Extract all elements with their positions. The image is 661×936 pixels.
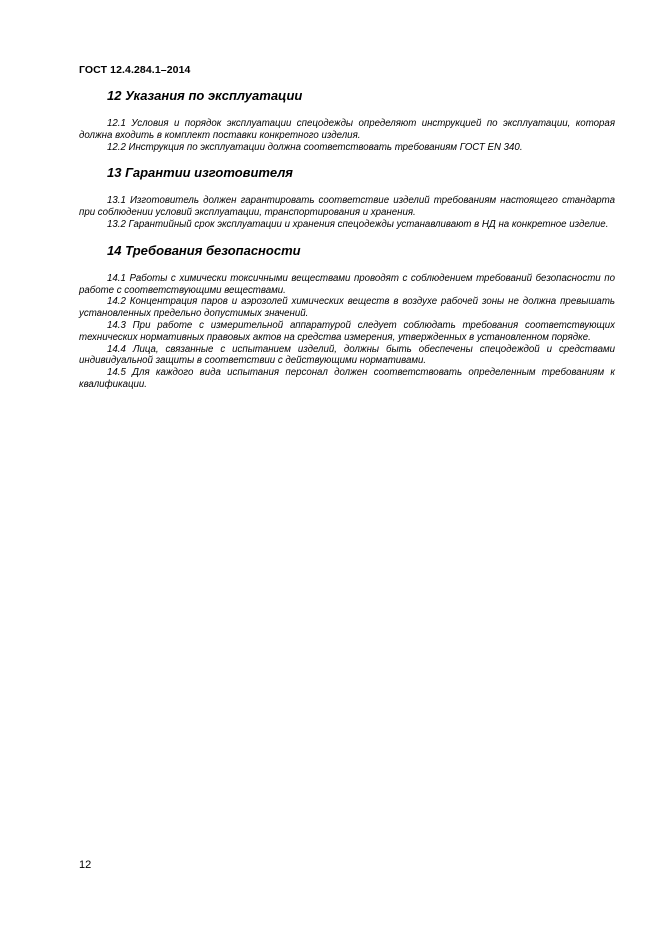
paragraph-14-2: 14.2 Концентрация паров и аэрозолей химических веществ в воздухе рабочей зоны не должна превышать установленных предельно допустимых значений. <box>79 296 615 320</box>
document-code: ГОСТ 12.4.284.1–2014 <box>79 64 191 76</box>
section-title: 14 Требования безопасности <box>107 242 301 258</box>
paragraph-14-3: 14.3 При работе с измерительной аппаратурой следует соблюдать требования соответствующих технических нормативных правовых актов на средства измерения, утвержденных в установленном порядке. <box>79 319 615 343</box>
section-warranty <box>79 165 615 230</box>
paragraph-14-1: 14.1 Работы с химически токсичными веществами проводят с соблюдением требований безопасности по работе с соответствующими веществами. <box>79 272 615 296</box>
page-number: 12 <box>79 859 92 871</box>
paragraph-13-2: 13.2 Гарантийный срок эксплуатации и хранения спецодежды устанавливают в НД на конкретное изделие. <box>107 218 609 230</box>
section-safety <box>79 243 615 391</box>
paragraph-13-1: 13.1 Изготовитель должен гарантировать соответствие изделий требованиям настоящего стандарта при соблюдении условий эксплуатации, транспортирования и хранения. <box>79 195 615 219</box>
section-title: 12 Указания по эксплуатации <box>107 88 303 103</box>
section-title: 13 Гарантии изготовителя <box>107 165 293 181</box>
paragraph-14-4: 14.4 Лица, связанные с испытанием изделий, должны быть обеспечены спецодеждой и средствами индивидуальной защиты в соответствии с действующими нормативами. <box>79 343 615 367</box>
section-operation <box>79 88 615 153</box>
paragraph-14-5: 14.5 Для каждого вида испытания персонал должен соответствовать определенным требованиям к квалификации. <box>79 367 615 390</box>
paragraph-12-2: 12.2 Инструкция по эксплуатации должна соответствовать требованиям ГОСТ EN 340. <box>107 141 523 153</box>
paragraph-12-1: 12.1 Условия и порядок эксплуатации спецодежды определяют инструкцией по эксплуатации, которая должна входить в комплект поставки конкретного изделия. <box>79 118 615 141</box>
document-body <box>79 88 615 391</box>
